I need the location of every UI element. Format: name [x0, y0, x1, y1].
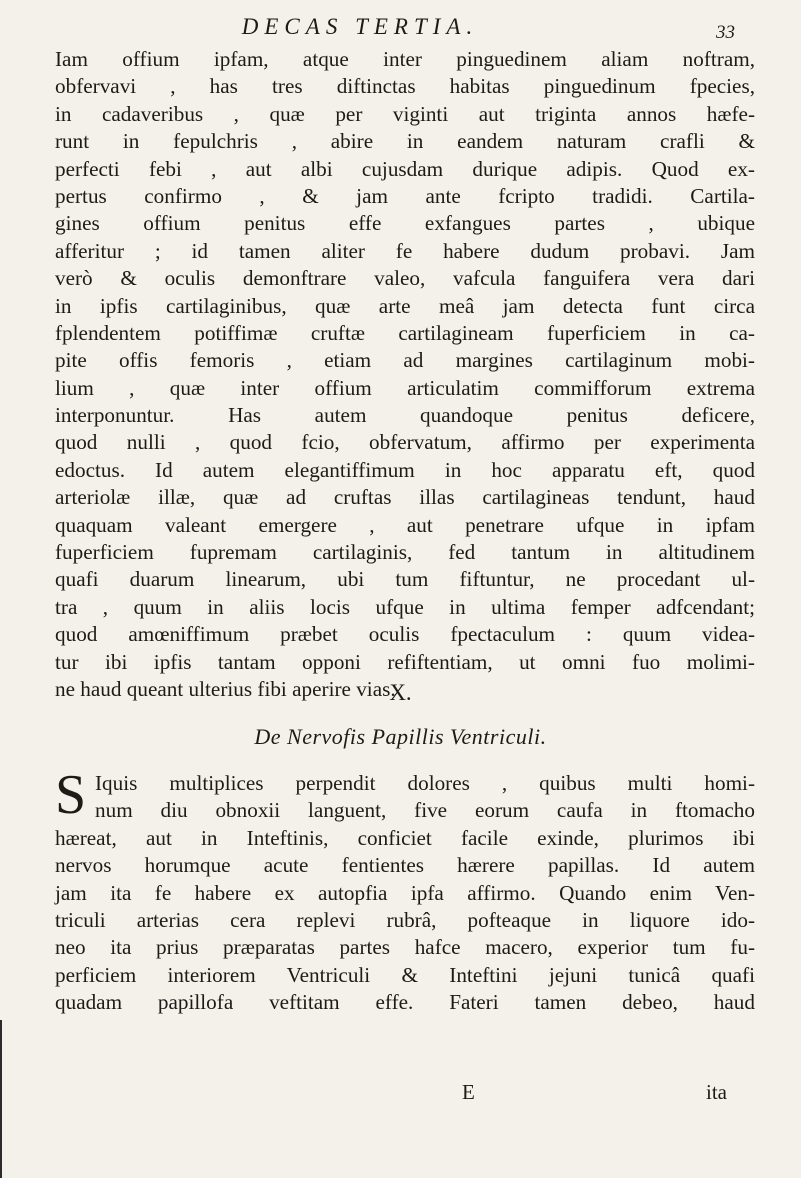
paragraph-1 — [55, 46, 755, 703]
text-line: quod nulli , quod fcio, obfervatum, affirmo per experimenta — [55, 430, 755, 455]
page-number: 33 — [716, 22, 735, 43]
text-line: in cadaveribus , quæ per viginti aut triginta annos hæfe- — [55, 101, 755, 126]
text-line: quafi duarum linearum, ubi tum fiftuntur, ne procedant ul- — [55, 567, 755, 592]
page-footer — [0, 1080, 801, 1110]
text-line: interponuntur. Has autem quandoque penitus deficere, — [55, 403, 755, 428]
text-line: triculi arterias cera replevi rubrâ, pofteaque in liquore ido- — [55, 907, 755, 932]
text-line: Iquis multiplices perpendit dolores , quibus multi homi- — [95, 771, 755, 795]
text-line: quod amœniffimum præbet oculis fpectaculum : quum videa- — [55, 622, 755, 647]
text-line: ne haud queant ulterius fibi aperire vias. — [55, 676, 396, 701]
drop-capital: S — [55, 764, 87, 826]
running-title: DECAS TERTIA. — [241, 14, 479, 39]
text-line: hæreat, aut in Inteftinis, conficiet facile exinde, plurimos ibi — [55, 825, 755, 850]
text-line: fplendentem potiffimæ cruftæ cartilagineam fuperficiem in ca- — [55, 320, 755, 345]
text-line: tur ibi ipfis tantam opponi refiftentiam, ut omni fuo molimi- — [55, 649, 755, 674]
text-line: verò & oculis demonftrare valeo, vafcula fanguifera vera dari — [55, 266, 755, 291]
text-line: afferitur ; id tamen aliter fe habere dudum probavi. Jam — [55, 238, 755, 263]
text-line: fuperficiem fupremam cartilaginis, fed tantum in altitudinem — [55, 540, 755, 565]
text-line: pertus confirmo , & jam ante fcripto tradidi. Cartila- — [55, 183, 755, 208]
text-line: num diu obnoxii languent, five eorum caufa in ftomacho — [95, 798, 755, 823]
text-line: pite offis femoris , etiam ad margines cartilaginum mobi- — [55, 348, 755, 373]
text-line: lium , quæ inter offium articulatim commifforum extrema — [55, 375, 755, 400]
text-line: quaquam valeant emergere , aut penetrare ufque in ipfam — [55, 512, 755, 537]
text-line: edoctus. Id autem elegantiffimum in hoc apparatu eft, quod — [55, 457, 755, 482]
text-line: perficiem interiorem Ventriculi & Inteftini jejuni tunicâ quafi — [55, 962, 755, 987]
section-title: De Nervofis Papillis Ventriculi. — [254, 724, 547, 749]
section-number: X. — [389, 680, 412, 705]
text-line: perfecti febi , aut albi cujusdam durique adipis. Quod ex- — [55, 156, 755, 181]
text-line: tra , quum in aliis locis ufque in ultima femper adfcendant; — [55, 594, 755, 619]
paragraph-2 — [55, 764, 755, 1017]
text-line: quadam papillofa veftitam effe. Fateri tamen debeo, haud — [55, 990, 755, 1015]
text-line: Iam offium ipfam, atque inter pinguedinem aliam noftram, — [55, 47, 755, 71]
text-line: jam ita fe habere ex autopfia ipfa affirmo. Quando enim Ven- — [55, 880, 755, 905]
text-line: arteriolæ illæ, quæ ad cruftas illas cartilagineas tendunt, haud — [55, 485, 755, 510]
text-line: neo ita prius præparatas partes hafce macero, experior tum fu- — [55, 935, 755, 960]
catchword: ita — [706, 1080, 727, 1104]
text-line: obfervavi , has tres diftinctas habitas pinguedinum fpecies, — [55, 74, 755, 99]
text-line: gines offium penitus effe exfangues partes , ubique — [55, 211, 755, 236]
page-edge-shadow — [0, 1020, 2, 1178]
text-line: runt in fepulchris , abire in eandem naturam crafli & — [55, 129, 755, 154]
text-line: in ipfis cartilaginibus, quæ arte meâ jam detecta funt circa — [55, 293, 755, 318]
text-line: nervos horumque acute fentientes hærere papillas. Id autem — [55, 853, 755, 878]
signature-mark: E — [462, 1080, 475, 1104]
